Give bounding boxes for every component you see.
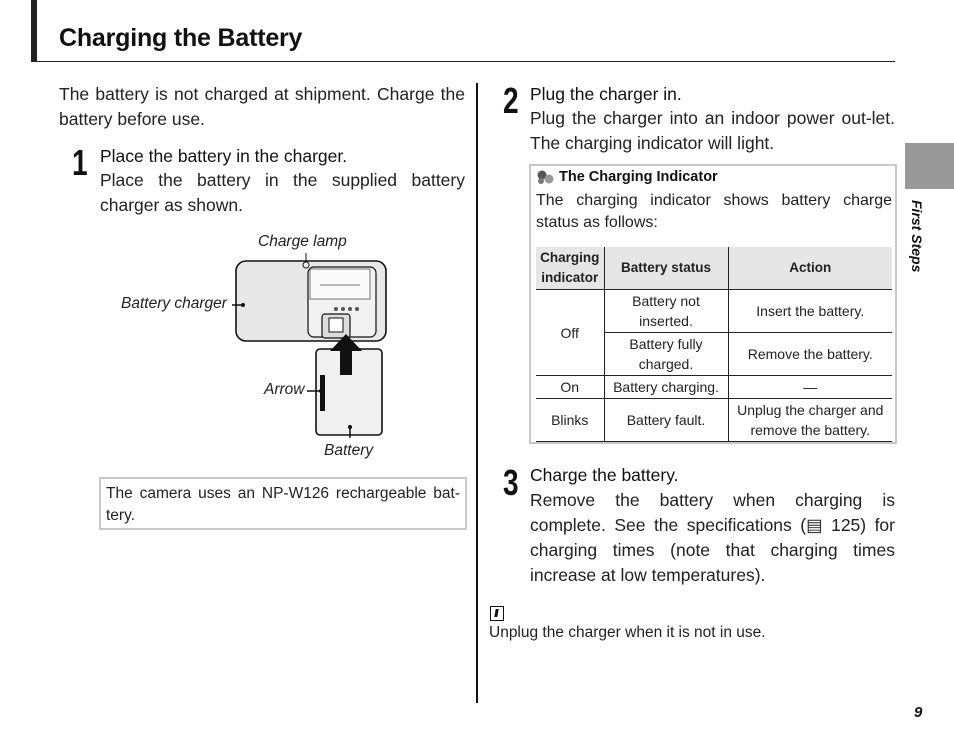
table-cell: Battery fully charged.	[604, 333, 728, 376]
charging-indicator-box	[529, 164, 897, 444]
table-row	[536, 290, 892, 333]
intro-text: The battery is not charged at shipment. Charge the battery before use.	[59, 84, 465, 129]
section-label: First Steps	[909, 200, 925, 273]
table-cell: On	[536, 376, 604, 399]
step-3-heading: Charge the battery.	[530, 465, 679, 485]
indicator-heading	[536, 169, 718, 185]
table-cell: Off	[536, 290, 604, 376]
battery-charger-label: Battery charger	[121, 295, 227, 312]
battery-label: Battery	[324, 442, 374, 459]
table-row	[536, 376, 892, 399]
title-accent-bar	[31, 0, 37, 62]
page-number: 9	[914, 704, 923, 721]
step-1-heading: Place the battery in the charger.	[100, 146, 348, 166]
table-cell: Insert the battery.	[728, 290, 892, 333]
step-1-body: Place the battery in the supplied battery charger as shown.	[100, 170, 465, 215]
charger-illustration	[110, 225, 410, 465]
tip-icon	[536, 169, 556, 185]
caution-text: Unplug the charger when it is not in use.	[489, 624, 766, 641]
indicator-heading-text: The Charging Indicator	[559, 169, 718, 185]
note-text: The camera uses an NP-W126 rechargeable bat-tery.	[106, 485, 460, 524]
table-cell: Battery not inserted.	[604, 290, 728, 333]
caution-icon	[490, 606, 504, 621]
section-tab	[905, 143, 954, 189]
table-cell: Blinks	[536, 399, 604, 442]
table-cell: Remove the battery.	[728, 333, 892, 376]
table-cell: Battery fault.	[604, 399, 728, 442]
step-2-body: Plug the charger into an indoor power out-let. The charging indicator will light.	[530, 108, 895, 153]
step-2-heading: Plug the charger in.	[530, 84, 682, 104]
indicator-text: The charging indicator shows battery charge status as follows:	[536, 192, 892, 231]
table-row	[536, 399, 892, 442]
step-3-number: 3	[503, 462, 519, 503]
col-header-status: Battery status	[604, 247, 728, 290]
col-header-indicator: Charging indicator	[536, 247, 604, 290]
charge-lamp-label: Charge lamp	[258, 233, 347, 250]
indicator-table	[536, 247, 892, 442]
note-box	[99, 477, 467, 530]
step-3-body: Remove the battery when charging is complete. See the specifications (▤ 125) for charging times (note that charging times increase at low temperatures).	[530, 490, 895, 585]
col-header-action: Action	[728, 247, 892, 290]
page-title: Charging the Battery	[59, 24, 303, 52]
column-divider	[476, 83, 478, 703]
step-2-number: 2	[503, 80, 519, 121]
title-rule	[31, 61, 895, 62]
table-cell: Battery charging.	[604, 376, 728, 399]
arrow-label: Arrow	[264, 381, 305, 398]
step-1-number: 1	[72, 142, 88, 183]
table-header-row	[536, 247, 892, 290]
table-cell: —	[728, 376, 892, 399]
charger-drawing	[110, 225, 410, 465]
table-cell: Unplug the charger and remove the battery.	[728, 399, 892, 442]
